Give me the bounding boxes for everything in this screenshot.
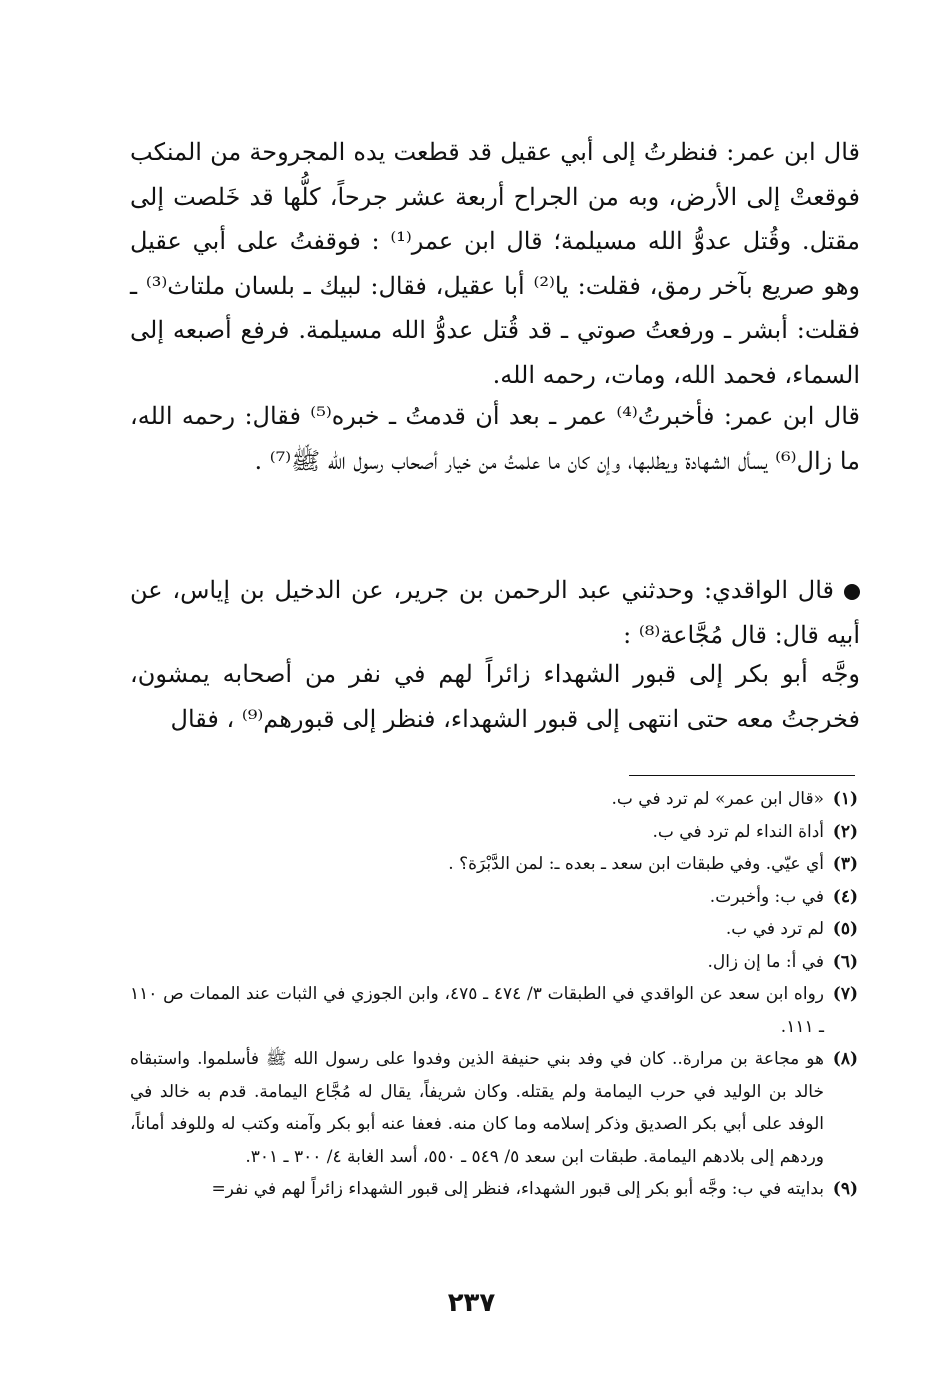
footnote bbox=[130, 783, 858, 816]
page-number: ٢٣٧ bbox=[447, 1288, 496, 1318]
footnote-number: (٧) bbox=[832, 984, 858, 1004]
footnote-text: «قال ابن عمر» لم ترد في ب. bbox=[611, 789, 824, 809]
footnote bbox=[130, 816, 858, 849]
footnote-number: (٣) bbox=[832, 854, 858, 874]
footnote-text: رواه ابن سعد عن الواقدي في الطبقات ٣/ ٤٧٤ ـ ٤٧٥، وابن الجوزي في الثبات عند الممات ص ١١٠ ـ ١١١. bbox=[130, 984, 824, 1037]
bullet-dot bbox=[844, 584, 860, 600]
footnote-number: (٤) bbox=[832, 886, 858, 907]
footnote-text: في أ: ما إن زال. bbox=[707, 951, 824, 972]
paragraph-text: قال ابن عمر: فنظرتُ إلى أبي عقيل قد قطعت يده المجروحة من المنكب فوقعتْ إلى الأرض، وبه من الجراح أربعة عشر جرحاً، كلُّها قد خَلصت إلى مقتل. وقُتل عدوُّ الله مسيلمة؛ قال ابن عمر⁽¹⁾ : فوقفتُ على أبي عقيل وهو صريع بآخر رمق، فقلت: يا⁽²⁾ أبا عقيل، فقال: لبيك ـ بلسان ملتاث⁽³⁾ ـ فقلت: أبشر ـ ورفعتُ صوتي ـ قد قُتل عدوُّ الله مسيلمة. فرفع أصبعه إلى السماء، فحمد الله، ومات، رحمه الله. bbox=[130, 138, 860, 389]
footnote-text: هو مجاعة بن مرارة.. كان في وفد بني حنيفة الذين وفدوا على رسول الله ﷺ فأسلموا. واستبقاه خالد بن الوليد في حرب اليمامة ولم يقتله. وكان شريفاً، يقال له مُجَّاع اليمامة. قدم به خالد في الوفد على أبي بكر الصديق وذكر إسلامه وما كان منه. فعفا عنه أبو بكر وآمنه وكتب له وللوفد أماناً، وردهم إلى بلادهم اليمامة. طبقات ابن سعد ٥/ ٥٤٩ ـ ٥٥٠، أسد الغابة ٤/ ٣٠٠ ـ ٣٠١. bbox=[130, 1049, 824, 1167]
footnote-number: (٢) bbox=[832, 821, 858, 842]
footnote-number: (٩) bbox=[832, 1179, 858, 1199]
footnote-text: لم ترد في ب. bbox=[725, 919, 824, 939]
body-paragraph-4 bbox=[130, 652, 860, 741]
footnote-number: (١) bbox=[832, 789, 858, 809]
body-paragraph-3 bbox=[130, 568, 860, 657]
footnote-number: (٨) bbox=[832, 1049, 858, 1069]
footnote bbox=[130, 881, 858, 914]
footnote-number: (٦) bbox=[832, 951, 858, 972]
footnote bbox=[130, 913, 858, 946]
paragraph-text: قال ابن عمر: فأخبرتُ⁽⁴⁾ عمر ـ بعد أن قدمتُ ـ خبره⁽⁵⁾ فقال: رحمه الله، ما زال⁽⁶⁾ يسأل الشهادة ويطلبها، وإن كان ما علمتُ من خيار أصحاب رسول الله ﷺ⁽⁷⁾ . bbox=[130, 402, 860, 475]
paragraph-text: قال الواقدي: وحدثني عبد الرحمن بن جرير، عن الدخيل بن إياس، عن أبيه قال: قال مُجَّاعة⁽⁸⁾ : bbox=[130, 576, 860, 649]
footnote bbox=[130, 946, 858, 979]
footnotes-list bbox=[130, 783, 858, 1206]
footnote-separator bbox=[629, 775, 855, 776]
footnote-text: في ب: وأخبرت. bbox=[709, 886, 824, 907]
footnote bbox=[130, 978, 858, 1043]
body-paragraph-2 bbox=[130, 394, 860, 483]
footnote bbox=[130, 848, 858, 881]
footnote bbox=[130, 1043, 858, 1173]
footnote-text: بدايته في ب: وجَّه أبو بكر إلى قبور الشهداء، فنظر إلى قبور الشهداء زائراً لهم في نفر= bbox=[211, 1179, 824, 1199]
footnote-text: أداة النداء لم ترد في ب. bbox=[652, 821, 824, 842]
footnote bbox=[130, 1173, 858, 1206]
footnote-number: (٥) bbox=[832, 919, 858, 939]
paragraph-text: وجَّه أبو بكر إلى قبور الشهداء زائراً لهم في نفر من أصحابه يمشون، فخرجتُ معه حتى انتهى إلى قبور الشهداء، فنظر إلى قبورهم⁽⁹⁾ ، فقال bbox=[130, 660, 860, 733]
footnote-text: أي عيّي. وفي طبقات ابن سعد ـ بعده ـ: لمن الدَّبْرَة؟ . bbox=[448, 854, 824, 874]
body-paragraph-1 bbox=[130, 130, 860, 397]
